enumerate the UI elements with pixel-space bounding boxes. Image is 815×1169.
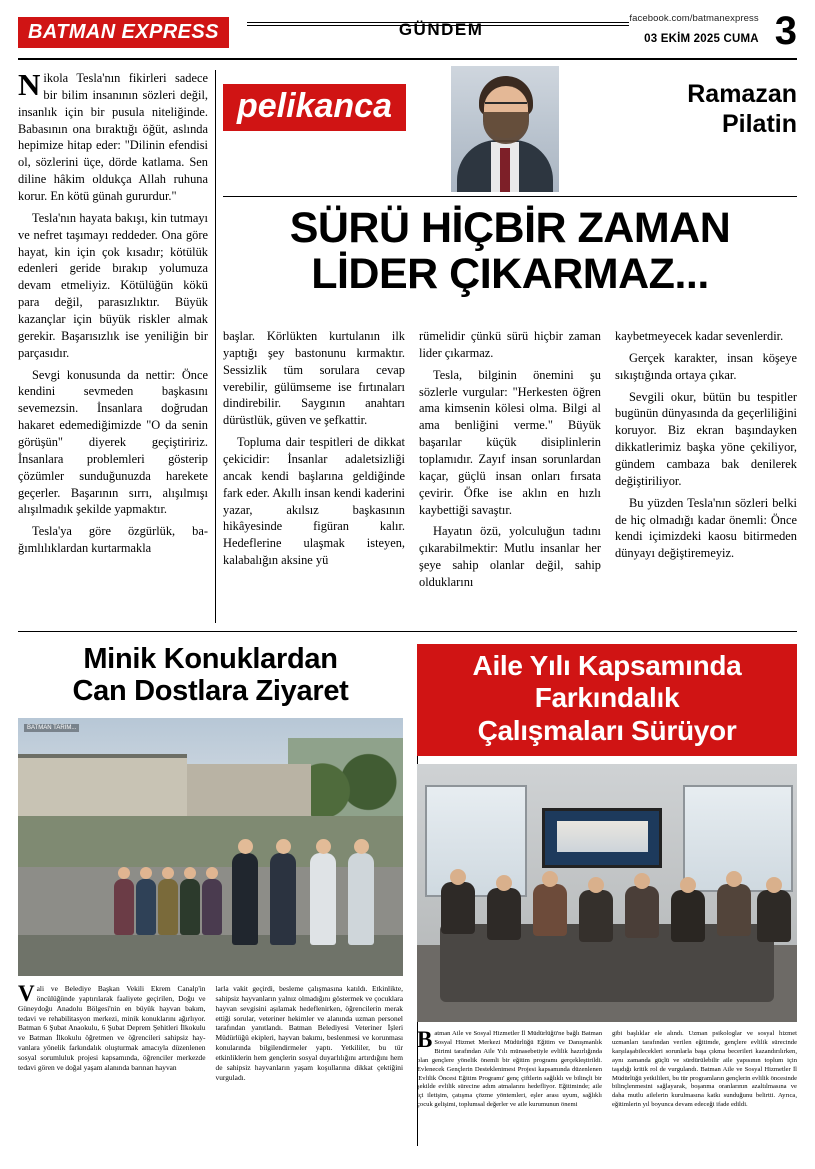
drop-cap: V xyxy=(18,980,35,1006)
photo-attendee xyxy=(625,886,659,938)
photo-child xyxy=(136,879,156,935)
headline-line-1: SÜRÜ HİÇBİR ZAMAN xyxy=(289,204,731,252)
paragraph: Vali ve Belediye Başkan Vekili Ekrem Canalp'in öncülüğünde yaptırılarak faaliyete geçirilen, Doğu ve Güneydoğu Anadolu Bölgesi'nin en büyük hayvan bakım, tedavi ve rehabilitasyon merkezi, minik konuklarını ağırlıyor. Batman 6 Şubat Anaokulu, 6 Şubat Deprem Şehitleri İlkokulu ve Batman İlkokulu öğretmen ve öğrencileri sahipsiz hayvanlara yönelik farkındalık oluşturmak amacıyla düzenlenen sosyal sorumluluk projesi kapsamında, öğrenciler merkezde tedavi gören ve doğal yaşam alanında barınan hayvan xyxy=(18,980,206,1073)
story-right-column-1 xyxy=(417,1027,602,1112)
opinion-article xyxy=(18,60,797,632)
story-right-text xyxy=(417,1027,797,1112)
column-brand: pelikanca xyxy=(223,84,406,131)
paragraph: Tesla'nın hayata bakışı, kin tutmayı ve nefret taşımayı reddeder. Ona göre hayat, kin için çok kısadır; kötülük edenleri geride bırakıp yolumuza devam etmeliyiz. Kötülüğün kökü para değil, parasızlıktır. Büyük kazançlar için büyük riskler almak gerekir. Başarısızlık ise yeniliğin bir parçasıdır. xyxy=(18,210,208,360)
paragraph: Sevgili okur, bütün bu tespitler bugünün dünyasında da geçerliliğini koruyor. Biz ekran başındayken dikkatlerimiz başka yöne çekiliyor, gündem cambaza bak denilerek değiştiriliyor. xyxy=(615,389,797,488)
story-left-column-1 xyxy=(18,980,206,1086)
photo-adult xyxy=(310,853,336,945)
opinion-column-2 xyxy=(223,328,405,596)
columnist-portrait xyxy=(451,66,559,192)
columnist-name xyxy=(687,80,797,139)
publication-date: 03 EKİM 2025 CUMA xyxy=(644,33,759,45)
column-divider xyxy=(215,70,216,623)
paragraph: Bu yüzden Tesla'nın sözleri belki de hiç olmadığı kadar önemli: Önce kendi içimizdeki kaosu bitirmeden dünyayı değiştiremeyiz. xyxy=(615,495,797,561)
newspaper-logo: BATMAN EXPRESS xyxy=(18,17,229,48)
masthead-middle xyxy=(229,0,630,58)
story-right-headline xyxy=(417,644,797,756)
headline-line-1: Aile Yılı Kapsamında xyxy=(472,650,742,681)
opinion-column-4 xyxy=(615,328,797,596)
headline-line-2: LİDER ÇIKARMAZ... xyxy=(311,249,709,298)
story-left-headline xyxy=(18,644,403,708)
headline-line-1: Minik Konuklardan xyxy=(83,643,338,675)
photo-attendee xyxy=(757,890,791,942)
paragraph: başlar. Körlükten kurtulanın ilk yaptığı şey bastonunu kırmaktır. Sessizlik tüm sorulara cevap verebilir, gülümseme ise fırtınaları dindirebilir. Saygının anahtarı dürüstlük, güven ve şefkattir. xyxy=(223,329,405,428)
paragraph: Tesla'ya göre özgürlük, bağımlılıklardan kurtarmakla xyxy=(18,524,208,556)
paragraph: rümelidir çünkü sürü hiçbir zaman lider çıkarmaz. xyxy=(419,329,601,360)
photo-adult xyxy=(232,853,258,945)
photo-attendee xyxy=(487,888,521,940)
photo-foreground xyxy=(18,935,403,976)
opinion-headline xyxy=(223,206,797,297)
columnist-banner xyxy=(223,66,797,192)
columnist-first-name: Ramazan xyxy=(687,80,797,108)
story-right-column-2 xyxy=(612,1030,797,1112)
photo-child xyxy=(114,879,134,935)
photo-building-right xyxy=(187,764,310,821)
paragraph: Topluma dair tespitleri de dikkat çekicidir: İnsanlar adaletsizliği ancak kendi başlarına geldiğinde fark eder. Akıllı insan kendi kaderini yazar, akılsız başkasının hikâyesinde figüran kalır. Hedeflerine ulaşmak isteyen, kalabalığın aksine yü xyxy=(223,435,405,568)
section-label: GÜNDEM xyxy=(398,20,484,39)
photo-watermark: BATMAN TARIM... xyxy=(24,724,79,732)
portrait-glasses xyxy=(485,102,527,113)
story-left xyxy=(18,642,403,1152)
photo-child xyxy=(180,879,200,935)
columnist-last-name: Pilatin xyxy=(721,109,797,138)
photo-window-left xyxy=(425,785,528,897)
paragraph: kaybetmeyecek kadar sevenlerdir. xyxy=(615,329,784,343)
portrait-tie xyxy=(500,148,510,192)
photo-adult xyxy=(348,853,374,945)
paragraph: larla vakit geçirdi, besleme çalışmasına katıldı. Etkinlikte, sahipsiz hayvanların yalnız olmadığını göstermek ve çocuklara hayvan sevgisini aşılamak hedeflenirken, öğrencilerin merak ettiği sorular, veteriner hekimler ve alanında uzman personel tarafından yanıtlandı. Batman Belediyesi Veteriner İşleri Müdürlüğü ekipleri, hayvan bakımı, beslenmesi ve korunması konularında bilgilendirmeler yaptı. Yetkililer, bu tür etkinliklerin hem gençlerin sosyal duyarlılığını artırdığını hem de sahipsiz hayvanların yaşam koşullarına dikkat çektiğini vurguladı. xyxy=(215,983,403,1083)
paragraph: Tesla, bilginin önemini şu sözlerle vurgular: "Herkesten öğren ama kimsenin kölesi olma. Bilgi al ama benliğini verme." Büyük başarılar küçük disiplinlerin toplamıdır. Zayıf insan sorunlardan kaçar, güçlü insan onları fırsata çevirir. Öfke ise aklın en hızlı kaybettiği savaştır. xyxy=(419,367,601,517)
photo-attendee xyxy=(579,890,613,942)
photo-presentation-screen xyxy=(542,808,662,868)
paragraph: Hayatın özü, yolculuğun tadını çıkarabilmektir: Mutlu insanlar her şeye sahip olanlar değil, sahip olduklarını xyxy=(419,524,601,590)
paragraph: Nikola Tesla'nın fikirleri sadece bir bilim insanının sözleri değil, insanlık için bir pusula niteliğinde. Babasının ona bıraktığı öğüt, aslında hepimize hitap eder: "Dilinin efendisi ol, sözlerini üçe, dörde katlama. Sen diline hâkim oldukça Allah ruhuna korur. En kötü günah gururdur." xyxy=(18,67,208,204)
headline-line-2: Farkındalık xyxy=(534,682,680,714)
photo-adult xyxy=(270,853,296,945)
banner-underline xyxy=(223,196,797,197)
photo-attendee xyxy=(671,890,705,942)
masthead-meta xyxy=(629,13,762,45)
bottom-stories xyxy=(18,632,797,1152)
photo-attendee xyxy=(533,884,567,936)
paragraph: Sevgi konusunda da nettir: Önce kendini sevmeden başkasını sevemezsin. İnsanlara doğrudan hakaret edemediğimizde "O da senin görüşün" diyerek geçiştiririz. İnsanlara problemleri gösterip çözümler sunduğunuzda harekete geçerler. Başarının sırrı, alışılmışı alışılmadık şekilde yapmaktır. xyxy=(18,367,208,517)
opinion-column-3 xyxy=(419,328,601,596)
headline-line-2: Can Dostlara Ziyaret xyxy=(72,674,349,707)
opinion-body xyxy=(223,328,797,596)
story-right-photo xyxy=(417,764,797,1022)
photo-building-left xyxy=(18,754,187,825)
photo-child xyxy=(202,879,222,935)
paragraph: Gerçek karakter, insan köşeye sıkıştığında ortaya çıkar. xyxy=(615,350,797,382)
story-left-text xyxy=(18,980,403,1086)
opinion-column-1 xyxy=(18,67,208,562)
drop-cap: N xyxy=(18,67,41,102)
photo-attendee xyxy=(441,882,475,934)
masthead xyxy=(18,0,797,60)
paragraph: gibi başlıklar ele alındı. Uzman psikologlar ve sosyal hizmet uzmanları tarafından verilen eğitimde, gençlere evlilik sürecinde karşılaşabilecekleri sorunlarla başa çıkma becerileri kazandırılırken, aynı zamanda güçlü ve sürdürülebilir aile yapısının toplum için taşıdığı kritik rol de vurgulandı. Batman Aile ve Sosyal Hizmetler İl Müdürlüğü yetkilileri, bu tür programların gençlerin evlilik öncesinde bilinçlenmesini sağlayarak, boşanma oranlarının azaltılmasına ve daha mutlu ailelerin kurulmasına katkı sunduğunu belirtti. Ayrıca, eğitimlerin yıl boyunca devam edeceği ifade edildi. xyxy=(612,1030,797,1109)
story-right xyxy=(417,642,797,1152)
story-left-column-2 xyxy=(216,984,404,1086)
headline-line-3: Çalışmaları Sürüyor xyxy=(477,714,737,746)
story-left-photo xyxy=(18,718,403,976)
facebook-handle: facebook.com/batmanexpress xyxy=(629,13,759,24)
page-number: 3 xyxy=(774,9,797,53)
paragraph: Batman Aile ve Sosyal Hizmetler İl Müdürlüğü'ne bağlı Batman Sosyal Hizmet Merkezi Müdürlüğü Eğitim ve Danışmanlık Birimi tarafından Aile Yılı münasebetiyle evlilik hazırlığında olan gençlere yönelik önemli bir eğitim programı gerçekleştirildi. Evlenecek Gençlerin Desteklenimesi Projesi kapsamında düzenlenen 'Evlilik Öncesi Eğitim Programı' genç çiftlerin sağlıklı ve bilinçli bir şekilde evlilik sürecine adım atmalarını hedefliyor. Eğitiminde; aile içi iletişim, çatışma çözme yöntemleri, eşler arası uyum, sağlıklı çocuk gelişimi, toplumsal değerler ve aile kurumunun önemi xyxy=(417,1027,602,1109)
photo-child xyxy=(158,879,178,935)
photo-attendee xyxy=(717,884,751,936)
portrait-beard xyxy=(483,112,529,144)
drop-cap: B xyxy=(417,1027,433,1053)
